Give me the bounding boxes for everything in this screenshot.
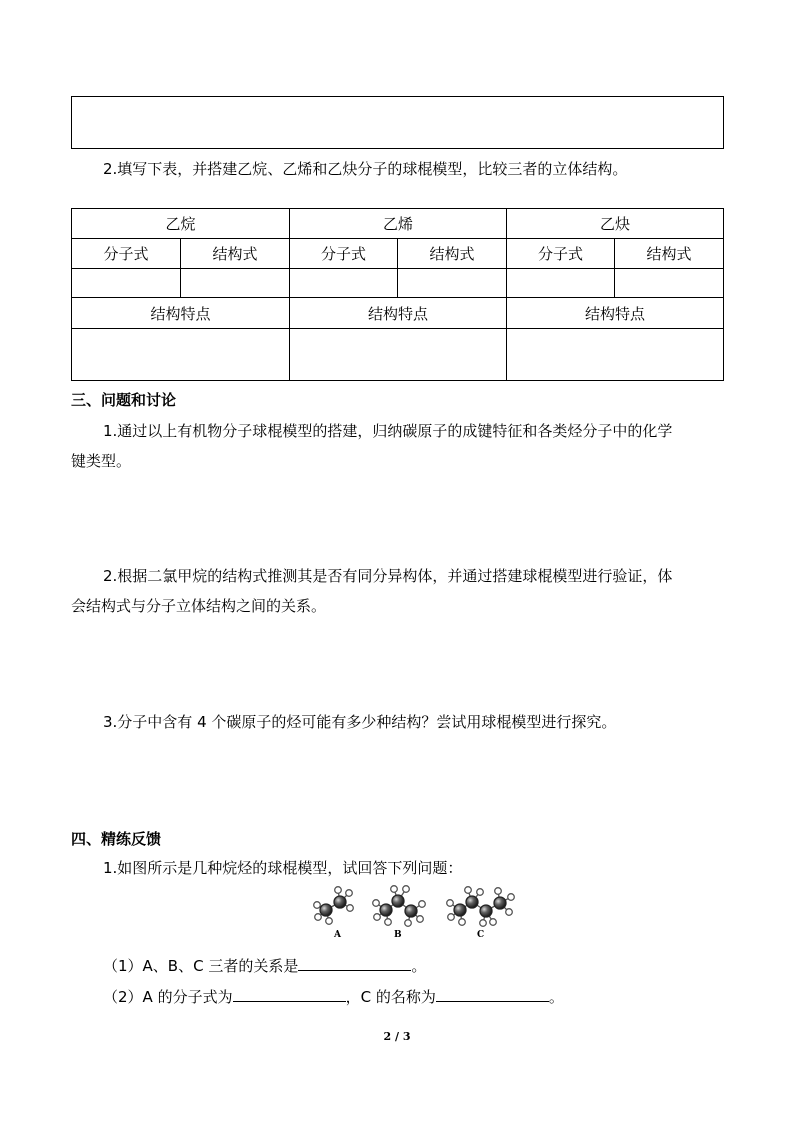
ethane-feature-cell[interactable] [72, 329, 290, 381]
acetylene-structure-cell[interactable] [615, 269, 724, 298]
header-ethylene: 乙烯 [290, 209, 507, 239]
discussion-q3: 3.分子中含有 4 个碳原子的烃可能有多少种结构？尝试用球棍模型进行探究。 [103, 713, 617, 731]
model-c-butane [447, 887, 515, 927]
sub-question-2-mid: ，C 的名称为 [345, 988, 436, 1006]
discussion-q2-line1: 2.根据二氯甲烷的结构式推测其是否有同分异构体，并通过搭建球棍模型进行验证，体 [103, 567, 673, 585]
model-label-b: B [394, 930, 402, 940]
model-a-ethane [314, 887, 354, 925]
model-label-c: C [477, 930, 485, 940]
ethylene-structure-label: 结构式 [398, 239, 507, 269]
exercise-q1: 1.如图所示是几种烷烃的球棍模型，试回答下列问题： [103, 859, 463, 877]
ethylene-feature-label: 结构特点 [290, 298, 507, 329]
page-number: 2 / 3 [383, 1030, 411, 1043]
ethylene-feature-cell[interactable] [290, 329, 507, 381]
answer-blank-formula-a[interactable] [233, 985, 346, 1002]
ethane-formula-label: 分子式 [72, 239, 181, 269]
model-label-a: A [334, 930, 341, 940]
acetylene-feature-cell[interactable] [507, 329, 724, 381]
model-b-propane [373, 886, 426, 927]
ethane-structure-cell[interactable] [181, 269, 290, 298]
sub-question-1-text: （1）A、B、C 三者的关系是 [103, 957, 299, 975]
discussion-q2-line2: 会结构式与分子立体结构之间的关系。 [71, 597, 327, 615]
question-2-prompt: 2.填写下表，并搭建乙烷、乙烯和乙炔分子的球棍模型，比较三者的立体结构。 [103, 160, 628, 178]
ethylene-formula-label: 分子式 [290, 239, 398, 269]
ethane-structure-label: 结构式 [181, 239, 290, 269]
sub-question-2 [103, 985, 564, 1007]
header-acetylene: 乙炔 [507, 209, 724, 239]
section-4-title: 四、精练反馈 [71, 830, 162, 848]
answer-blank-relationship[interactable] [298, 954, 411, 971]
comparison-table [71, 208, 724, 381]
sub-question-2-text: （2）A 的分子式为 [103, 988, 233, 1006]
sub-question-1 [103, 954, 426, 976]
ethylene-structure-cell[interactable] [398, 269, 507, 298]
sub-question-1-end: 。 [411, 957, 427, 975]
ethane-feature-label: 结构特点 [72, 298, 290, 329]
acetylene-structure-label: 结构式 [615, 239, 724, 269]
acetylene-feature-label: 结构特点 [507, 298, 724, 329]
ethane-formula-cell[interactable] [72, 269, 181, 298]
discussion-q1-line2: 键类型。 [71, 452, 132, 470]
answer-blank-name-c[interactable] [436, 985, 549, 1002]
acetylene-formula-label: 分子式 [507, 239, 615, 269]
ethylene-formula-cell[interactable] [290, 269, 398, 298]
header-ethane: 乙烷 [72, 209, 290, 239]
discussion-q1-line1: 1.通过以上有机物分子球棍模型的搭建，归纳碳原子的成键特征和各类烃分子中的化学 [103, 422, 673, 440]
section-3-title: 三、问题和讨论 [71, 391, 177, 409]
sub-question-2-end: 。 [548, 988, 564, 1006]
acetylene-formula-cell[interactable] [507, 269, 615, 298]
answer-box[interactable] [71, 96, 724, 149]
